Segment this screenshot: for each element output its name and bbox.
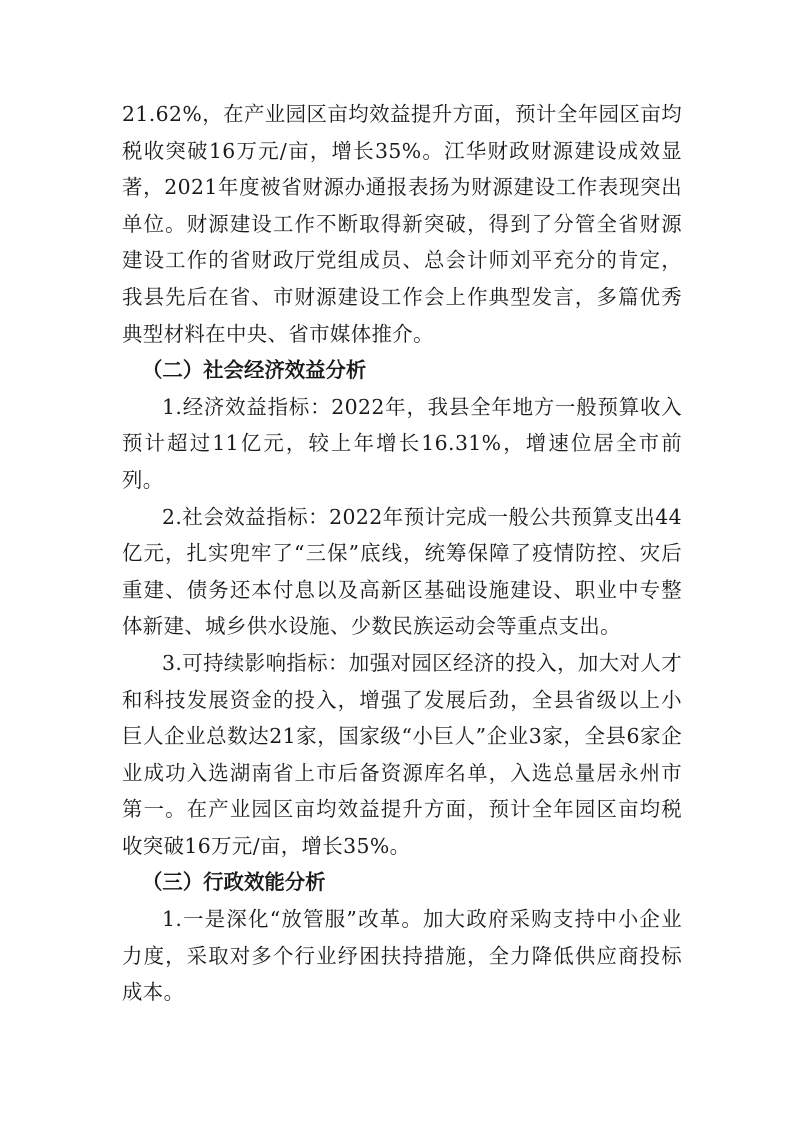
section-heading-social-economic-benefit: （二）社会经济效益分析 <box>142 358 367 383</box>
paragraph-social-indicator: 2.社会效益指标：2022年预计完成一般公共预算支出44亿元，扎实兜牢了“三保”底线，统筹保障了疫情防控、灾后重建、债务还本付息以及高新区基础设施建设、职业中专整体新建、城乡供水设施、少数民族运动会等重点支出。 <box>122 504 682 639</box>
section-heading-administrative-efficiency: （三）行政效能分析 <box>142 870 326 895</box>
document-body <box>122 96 682 1011</box>
paragraph-reform: 1.一是深化“放管服”改革。加大政府采购支持中小企业力度，采取对多个行业纾困扶持措施，全力降低供应商投标成本。 <box>122 907 682 1005</box>
paragraph-continued: 21.62%，在产业园区亩均效益提升方面，预计全年园区亩均税收突破16万元/亩，增长35%。江华财政财源建设成效显著，2021年度被省财源办通报表扬为财源建设工作表现突出单位。财源建设工作不断取得新突破，得到了分管全省财源建设工作的省财政厅党组成员、总会计师刘平充分的肯定，我县先后在省、市财源建设工作会上作典型发言，多篇优秀典型材料在中央、省市媒体推介。 <box>122 102 682 346</box>
paragraph-sustainability-indicator: 3.可持续影响指标：加强对园区经济的投入，加大对人才和科技发展资金的投入，增强了发展后劲，全县省级以上小巨人企业总数达21家，国家级“小巨人”企业3家，全县6家企业成功入选湖南省上市后备资源库名单，入选总量居永州市第一。在产业园区亩均效益提升方面，预计全年园区亩均税收突破16万元/亩，增长35%。 <box>122 650 682 858</box>
paragraph-economic-indicator: 1.经济效益指标：2022年，我县全年地方一般预算收入预计超过11亿元，较上年增长16.31%，增速位居全市前列。 <box>122 394 682 492</box>
